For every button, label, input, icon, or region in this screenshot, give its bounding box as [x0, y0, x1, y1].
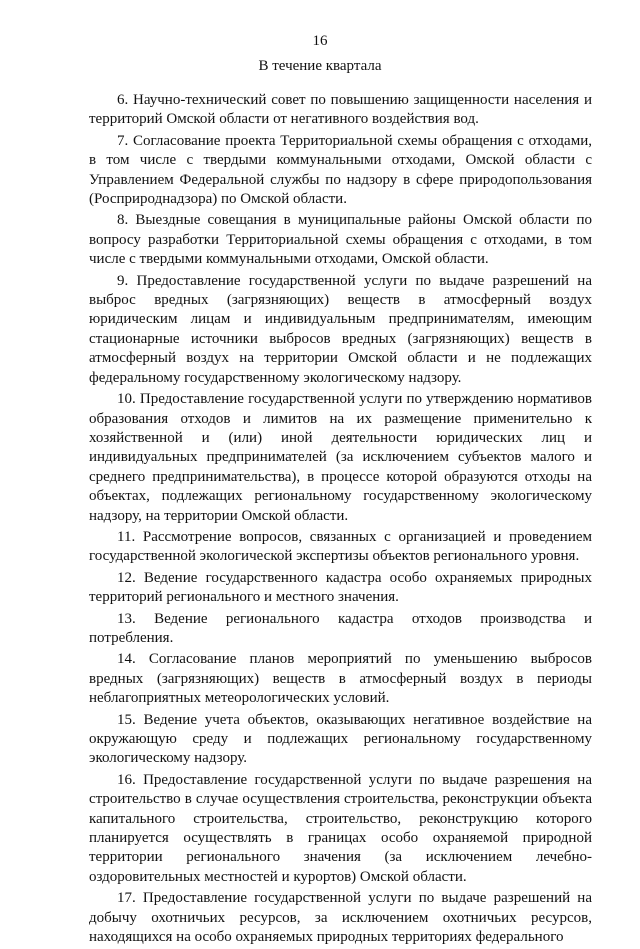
- list-item: 7. Согласование проекта Территориальной схемы обращения с отходами, в том числе с твердыми коммунальными отходами, Омской области с Управлением Федеральной службы по надзору в сфере природопользования (Росприроднадзора) по Омской области.: [89, 132, 592, 208]
- page-number: 16: [312, 33, 328, 49]
- list-item: 12. Ведение государственного кадастра особо охраняемых природных территорий регионального и местного значения.: [89, 569, 592, 606]
- list-item: 16. Предоставление государственной услуги по выдаче разрешения на строительство в случае осуществления строительства, реконструкции объекта капитального строительства, строительство, реконструкцию которого планируется осуществлять в границах особо охраняемой природной территории регионального значения (за исключением лечебно-оздоровительных местностей и курортов) Омской области.: [89, 771, 592, 885]
- list-item: 17. Предоставление государственной услуги по выдаче разрешений на добычу охотничьих ресурсов, за исключением охотничьих ресурсов, находящихся на особо охраняемых природных территориях федерального: [89, 890, 592, 946]
- list-item: 10. Предоставление государственной услуги по утверждению нормативов образования отходов и лимитов на их размещение применительно к хозяйственной и (или) иной деятельности юридических лиц и индивидуальных предпринимателей (за исключением субъектов малого и среднего предпринимательства), в процессе которой образуются отходы на объектах, подлежащих региональному государственному экологическому надзору, на территории Омской области.: [89, 391, 592, 524]
- list-item: 15. Ведение учета объектов, оказывающих негативное воздействие на окружающую среду и подлежащих региональному государственному экологическому надзору.: [89, 711, 592, 767]
- list-item: 14. Согласование планов мероприятий по уменьшению выбросов вредных (загрязняющих) веществ в атмосферный воздух в периоды неблагоприятных метеорологических условий.: [89, 651, 592, 707]
- list-item: 6. Научно-технический совет по повышению защищенности населения и территорий Омской области от негативного воздействия вод.: [89, 92, 592, 128]
- document-body: [89, 91, 592, 949]
- list-item: 9. Предоставление государственной услуги по выдаче разрешений на выброс вредных (загрязняющих) веществ в атмосферный воздух юридическим лицам и индивидуальным предпринимателям, имеющим стационарные источники выбросов вредных (загрязняющих) веществ в атмосферный воздух на территории Омской области и не подлежащих федеральному государственному экологическому надзору.: [89, 272, 592, 386]
- list-item: 8. Выездные совещания в муниципальные районы Омской области по вопросу разработки Территориальной схемы обращения с отходами, в том числе с твердыми коммунальными отходами, Омской области.: [89, 212, 592, 268]
- list-item: 11. Рассмотрение вопросов, связанных с организацией и проведением государственной экологической экспертизы объектов регионального уровня.: [89, 528, 592, 565]
- list-item: 13. Ведение регионального кадастра отходов производства и потребления.: [89, 610, 592, 646]
- section-heading: В течение квартала: [258, 58, 382, 74]
